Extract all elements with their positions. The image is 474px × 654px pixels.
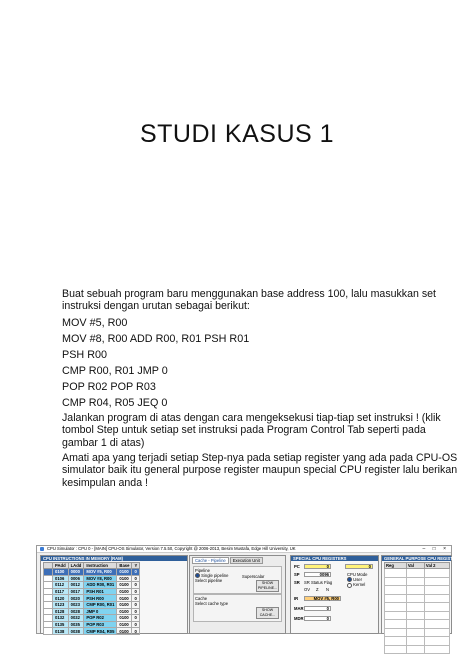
cell-y: 0 — [132, 628, 140, 635]
reg-name: IR — [294, 596, 299, 601]
cell-ladd: 0032 — [68, 615, 84, 622]
table-row[interactable] — [44, 588, 140, 595]
control-tabs — [192, 557, 285, 564]
cell-y: 0 — [132, 621, 140, 628]
cell-instruction: PSH R00 — [84, 595, 117, 602]
cell-instruction: POP R03 — [84, 621, 117, 628]
cache-label: Cache — [195, 596, 208, 601]
row-checkbox[interactable] — [44, 595, 53, 602]
table-row[interactable] — [44, 575, 140, 582]
memory-panel — [40, 555, 188, 634]
cpu-mode-group — [347, 572, 367, 588]
cell-padd: 0123 — [53, 601, 69, 608]
special-registers-panel — [290, 555, 379, 634]
cell-y: 0 — [132, 582, 140, 589]
code-line: CMP R04, R05 JEQ 0 — [62, 396, 168, 409]
cell-ladd: 0000 — [68, 569, 84, 576]
cell-instruction: MOV #5, R00 — [84, 569, 117, 576]
slide-title: STUDI KASUS 1 — [139, 120, 335, 148]
cell-ladd: 0038 — [68, 628, 84, 635]
reg-value[interactable]: 0 — [345, 564, 373, 569]
cell-y: 0 — [132, 595, 140, 602]
flag-ov[interactable]: OV — [304, 587, 311, 592]
code-line: POP R02 POP R03 — [62, 380, 156, 393]
table-row[interactable] — [385, 611, 450, 620]
reg-name: SP — [294, 572, 300, 577]
pipeline-group — [193, 566, 282, 594]
cell-base: 0100 — [117, 621, 132, 628]
col-reg: Reg — [385, 563, 407, 569]
table-row[interactable] — [385, 577, 450, 586]
cell-padd: 0138 — [53, 628, 69, 635]
code-line: CMP R00, R01 JMP 0 — [62, 364, 168, 377]
row-checkbox[interactable] — [44, 615, 53, 622]
table-row[interactable] — [385, 637, 450, 646]
show-cache-button[interactable]: SHOW CACHE... — [256, 607, 279, 619]
col-val2: Val 2 — [424, 563, 449, 569]
cell-padd: 0100 — [53, 569, 69, 576]
cell-base: 0100 — [117, 628, 132, 635]
row-checkbox[interactable] — [44, 575, 53, 582]
col-padd: PAdd — [53, 563, 69, 569]
cell-ladd: 0020 — [68, 595, 84, 602]
superscalar-label: Superscalar — [242, 574, 265, 579]
single-pipeline-label: Single pipeline — [201, 573, 229, 578]
cell-instruction: ADD R00, R01 — [84, 582, 117, 589]
select-cache-label: Select cache type — [195, 601, 229, 606]
table-row[interactable] — [44, 628, 140, 635]
cell-instruction: JMP 0 — [84, 608, 117, 615]
cell-base: 0100 — [117, 569, 132, 576]
cell-padd: 0132 — [53, 615, 69, 622]
cell-ladd: 0012 — [68, 582, 84, 589]
window-buttons[interactable]: – □ × — [422, 546, 449, 552]
observation-paragraph: Amati apa yang terjadi setiap Step-nya pada setiap register yang ada pada CPU-OS simulator baik itu general purpose register maupun special CPU register lalu berikan kesimpulan anda ! — [62, 452, 458, 489]
cell-padd: 0106 — [53, 575, 69, 582]
general-registers-panel — [381, 555, 462, 634]
radio-icon — [347, 583, 352, 588]
cpu-mode-label: CPU Mode — [347, 572, 368, 577]
cell-base: 0100 — [117, 608, 132, 615]
cell-y: 0 — [132, 588, 140, 595]
cache-group — [193, 594, 282, 622]
row-checkbox[interactable] — [44, 569, 53, 576]
cell-base: 0100 — [117, 575, 132, 582]
table-row[interactable] — [44, 582, 140, 589]
table-row[interactable] — [44, 608, 140, 615]
cell-ladd: 0006 — [68, 575, 84, 582]
flag-z[interactable]: Z — [316, 587, 319, 592]
cell-ladd: 0028 — [68, 608, 84, 615]
sr-status-flag-label: SR Status Flag — [304, 580, 333, 585]
reg-value[interactable]: 0 — [304, 606, 331, 611]
cell-base: 0100 — [117, 582, 132, 589]
control-panel — [189, 555, 286, 634]
general-registers-title: GENERAL PURPOSE CPU REGISTERS — [384, 556, 462, 561]
table-row[interactable] — [385, 594, 450, 603]
table-row[interactable] — [385, 603, 450, 612]
cell-instruction: CMP R04, R05 — [84, 628, 117, 635]
col-ladd: LAdd — [68, 563, 84, 569]
table-row[interactable] — [44, 601, 140, 608]
cell-base: 0100 — [117, 588, 132, 595]
table-row[interactable] — [44, 615, 140, 622]
reg-name: MDR — [294, 616, 304, 621]
row-checkbox[interactable] — [44, 621, 53, 628]
memory-panel-title: CPU INSTRUCTIONS IN MEMORY (RAM) — [41, 556, 187, 561]
reg-value[interactable]: 0 — [304, 564, 331, 569]
memory-table — [43, 562, 140, 635]
row-checkbox[interactable] — [44, 588, 53, 595]
cell-instruction: PSH R01 — [84, 588, 117, 595]
app-icon — [40, 547, 44, 551]
col-val: Val — [406, 563, 424, 569]
instruction-paragraph: Jalankan program di atas dengan cara mengeksekusi tiap-tiap set instruksi ! (klik tombol Step untuk setiap set instruksi pada Program Control Tab seperti pada gambar 1 di atas) — [62, 411, 441, 449]
intro-text: Buat sebuah program baru menggunakan base address 100, lalu masukkan set instruksi dengan urutan sebagai berikut: — [62, 288, 436, 313]
cell-base: 0100 — [117, 595, 132, 602]
col-base: Base — [117, 563, 132, 569]
sim-titlebar — [37, 546, 451, 553]
cpu-mode-user-label: User — [353, 577, 363, 582]
select-pipeline-label: Select pipeline — [195, 578, 223, 584]
cell-instruction: CMP R00, R01 — [84, 601, 117, 608]
table-row[interactable] — [385, 586, 450, 595]
sr-flags — [304, 587, 344, 593]
pipeline-label: Pipeline — [195, 568, 210, 573]
row-checkbox[interactable] — [44, 582, 53, 589]
cell-y: 0 — [132, 615, 140, 622]
gpr-table — [384, 562, 450, 654]
cell-ladd: 0023 — [68, 601, 84, 608]
cell-base: 0100 — [117, 615, 132, 622]
cell-padd: 0135 — [53, 621, 69, 628]
reg-name: MAR — [294, 606, 304, 611]
table-row[interactable] — [385, 628, 450, 637]
simulator-screenshot — [36, 545, 462, 634]
reg-name: PC — [294, 564, 300, 569]
col-instruction: Instruction — [84, 563, 117, 569]
sim-window-title: CPU Simulator : CPU 0 - [MAIN] CPU-OS Simulator, Version 7.5.50, Copyright @ 2006-2013, Besim Mustafa, Edge Hill University, UK — [47, 546, 296, 551]
reg-value[interactable]: 0 — [304, 616, 331, 621]
reg-value[interactable]: MOV #5, R00 — [304, 596, 341, 601]
code-listing — [62, 314, 462, 412]
slide-body — [62, 288, 462, 492]
table-row[interactable] — [44, 595, 140, 602]
tab-cache-pipeline[interactable]: Cache - Pipeline — [192, 557, 229, 564]
reg-value[interactable]: 0096 — [304, 572, 331, 577]
cell-y: 0 — [132, 601, 140, 608]
table-row[interactable] — [385, 620, 450, 629]
code-line: PSH R00 — [62, 348, 108, 361]
cell-ladd: 0035 — [68, 621, 84, 628]
reg-name: SR — [294, 580, 300, 585]
row-checkbox[interactable] — [44, 601, 53, 608]
cell-padd: 0112 — [53, 582, 69, 589]
special-registers-title: SPECIAL CPU REGISTERS — [291, 556, 378, 561]
code-line: MOV #5, R00 — [62, 316, 128, 329]
cell-padd: 0120 — [53, 595, 69, 602]
cell-base: 0100 — [117, 601, 132, 608]
cell-y: 0 — [132, 608, 140, 615]
cpu-mode-kernel-label: Kernel — [353, 582, 366, 588]
cell-padd: 0128 — [53, 608, 69, 615]
cell-y: 0 — [132, 575, 140, 582]
cell-instruction: POP R02 — [84, 615, 117, 622]
row-checkbox[interactable] — [44, 608, 53, 615]
table-row[interactable] — [44, 569, 140, 576]
table-row[interactable] — [385, 569, 450, 578]
code-line: MOV #8, R00 ADD R00, R01 PSH R01 — [62, 332, 250, 345]
col-y: Y — [132, 563, 140, 569]
cpu-mode-kernel[interactable] — [347, 582, 367, 587]
tab-execution-unit[interactable]: Execution Unit — [230, 557, 263, 564]
table-row[interactable] — [385, 645, 450, 654]
cell-padd: 0117 — [53, 588, 69, 595]
cell-ladd: 0017 — [68, 588, 84, 595]
cell-instruction: MOV #8, R00 — [84, 575, 117, 582]
show-pipeline-button[interactable]: SHOW PIPELINE... — [257, 581, 278, 590]
cell-y: 0 — [132, 569, 140, 576]
flag-n[interactable]: N — [326, 587, 330, 592]
row-checkbox[interactable] — [44, 628, 53, 635]
table-row[interactable] — [44, 621, 140, 628]
